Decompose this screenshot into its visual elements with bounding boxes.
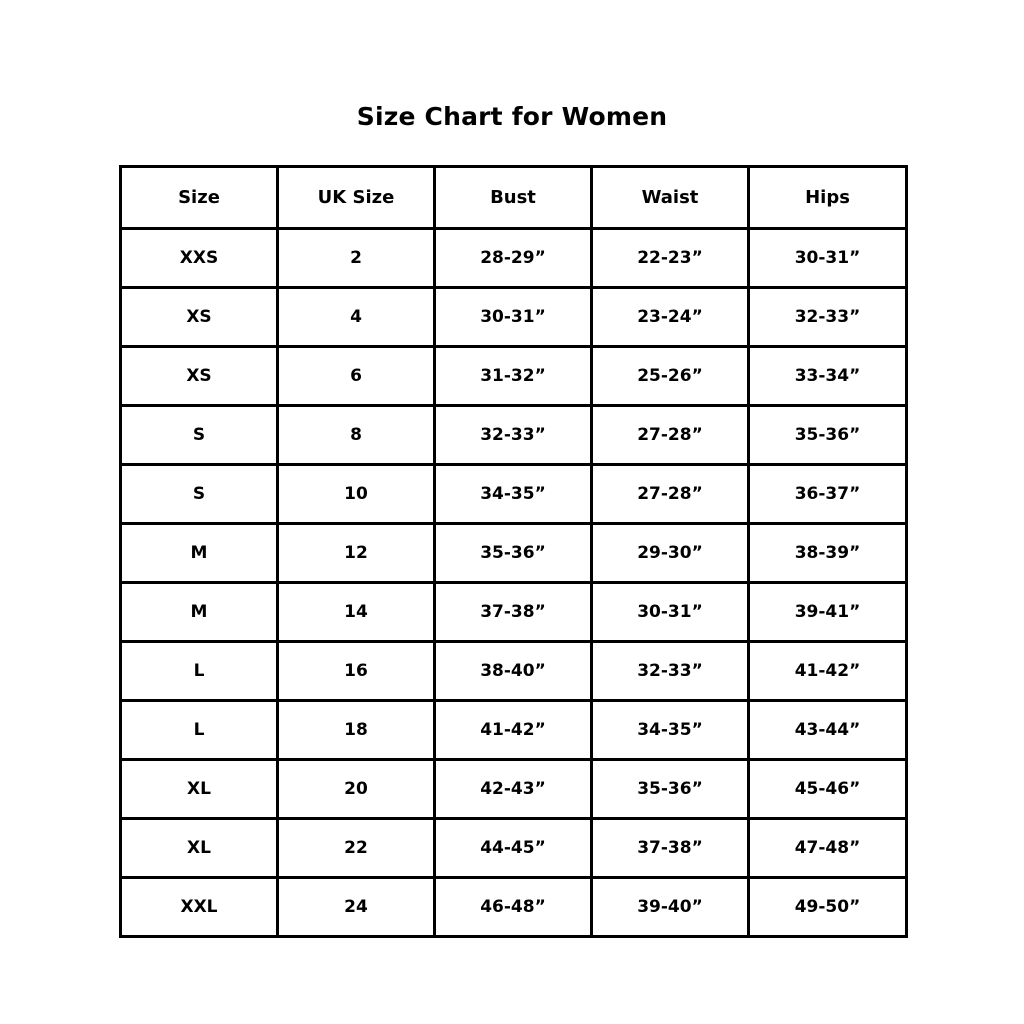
size-chart-table-container (119, 165, 905, 938)
cell-bust: 31-32” (435, 347, 592, 406)
cell-waist: 32-33” (592, 642, 749, 701)
cell-size: XXS (121, 229, 278, 288)
cell-waist: 25-26” (592, 347, 749, 406)
table-row (121, 288, 907, 347)
cell-hips: 45-46” (749, 760, 907, 819)
cell-bust: 44-45” (435, 819, 592, 878)
cell-size: XXL (121, 878, 278, 937)
cell-hips: 47-48” (749, 819, 907, 878)
cell-waist: 30-31” (592, 583, 749, 642)
table-row (121, 465, 907, 524)
column-header-hips: Hips (749, 167, 907, 229)
table-row (121, 347, 907, 406)
column-header-bust: Bust (435, 167, 592, 229)
cell-uk-size: 8 (278, 406, 435, 465)
cell-size: XS (121, 347, 278, 406)
cell-waist: 35-36” (592, 760, 749, 819)
cell-uk-size: 16 (278, 642, 435, 701)
cell-bust: 38-40” (435, 642, 592, 701)
size-chart-table (119, 165, 908, 938)
table-row (121, 524, 907, 583)
cell-uk-size: 14 (278, 583, 435, 642)
table-row (121, 701, 907, 760)
cell-size: XS (121, 288, 278, 347)
table-row (121, 878, 907, 937)
cell-uk-size: 6 (278, 347, 435, 406)
cell-size: XL (121, 760, 278, 819)
cell-bust: 28-29” (435, 229, 592, 288)
cell-waist: 29-30” (592, 524, 749, 583)
cell-bust: 41-42” (435, 701, 592, 760)
cell-bust: 42-43” (435, 760, 592, 819)
table-row (121, 819, 907, 878)
cell-size: S (121, 465, 278, 524)
cell-waist: 27-28” (592, 465, 749, 524)
cell-hips: 36-37” (749, 465, 907, 524)
cell-size: L (121, 701, 278, 760)
cell-uk-size: 20 (278, 760, 435, 819)
table-row (121, 583, 907, 642)
cell-waist: 37-38” (592, 819, 749, 878)
cell-waist: 22-23” (592, 229, 749, 288)
cell-size: L (121, 642, 278, 701)
cell-hips: 30-31” (749, 229, 907, 288)
page-title: Size Chart for Women (356, 102, 668, 131)
cell-waist: 39-40” (592, 878, 749, 937)
column-header-uk-size: UK Size (278, 167, 435, 229)
cell-size: M (121, 524, 278, 583)
cell-waist: 34-35” (592, 701, 749, 760)
table-row (121, 229, 907, 288)
cell-uk-size: 10 (278, 465, 435, 524)
cell-bust: 46-48” (435, 878, 592, 937)
cell-uk-size: 4 (278, 288, 435, 347)
cell-waist: 27-28” (592, 406, 749, 465)
cell-hips: 39-41” (749, 583, 907, 642)
column-header-size: Size (121, 167, 278, 229)
table-row (121, 642, 907, 701)
cell-bust: 30-31” (435, 288, 592, 347)
cell-hips: 43-44” (749, 701, 907, 760)
column-header-waist: Waist (592, 167, 749, 229)
cell-hips: 41-42” (749, 642, 907, 701)
cell-waist: 23-24” (592, 288, 749, 347)
cell-hips: 33-34” (749, 347, 907, 406)
cell-bust: 35-36” (435, 524, 592, 583)
cell-hips: 49-50” (749, 878, 907, 937)
table-row (121, 406, 907, 465)
cell-bust: 37-38” (435, 583, 592, 642)
table-header-row (121, 167, 907, 229)
cell-uk-size: 24 (278, 878, 435, 937)
cell-size: M (121, 583, 278, 642)
table-body (121, 229, 907, 937)
table-header (121, 167, 907, 229)
cell-bust: 32-33” (435, 406, 592, 465)
cell-size: XL (121, 819, 278, 878)
cell-size: S (121, 406, 278, 465)
cell-uk-size: 18 (278, 701, 435, 760)
cell-uk-size: 12 (278, 524, 435, 583)
cell-uk-size: 2 (278, 229, 435, 288)
table-row (121, 760, 907, 819)
cell-hips: 32-33” (749, 288, 907, 347)
cell-bust: 34-35” (435, 465, 592, 524)
cell-hips: 35-36” (749, 406, 907, 465)
cell-uk-size: 22 (278, 819, 435, 878)
cell-hips: 38-39” (749, 524, 907, 583)
